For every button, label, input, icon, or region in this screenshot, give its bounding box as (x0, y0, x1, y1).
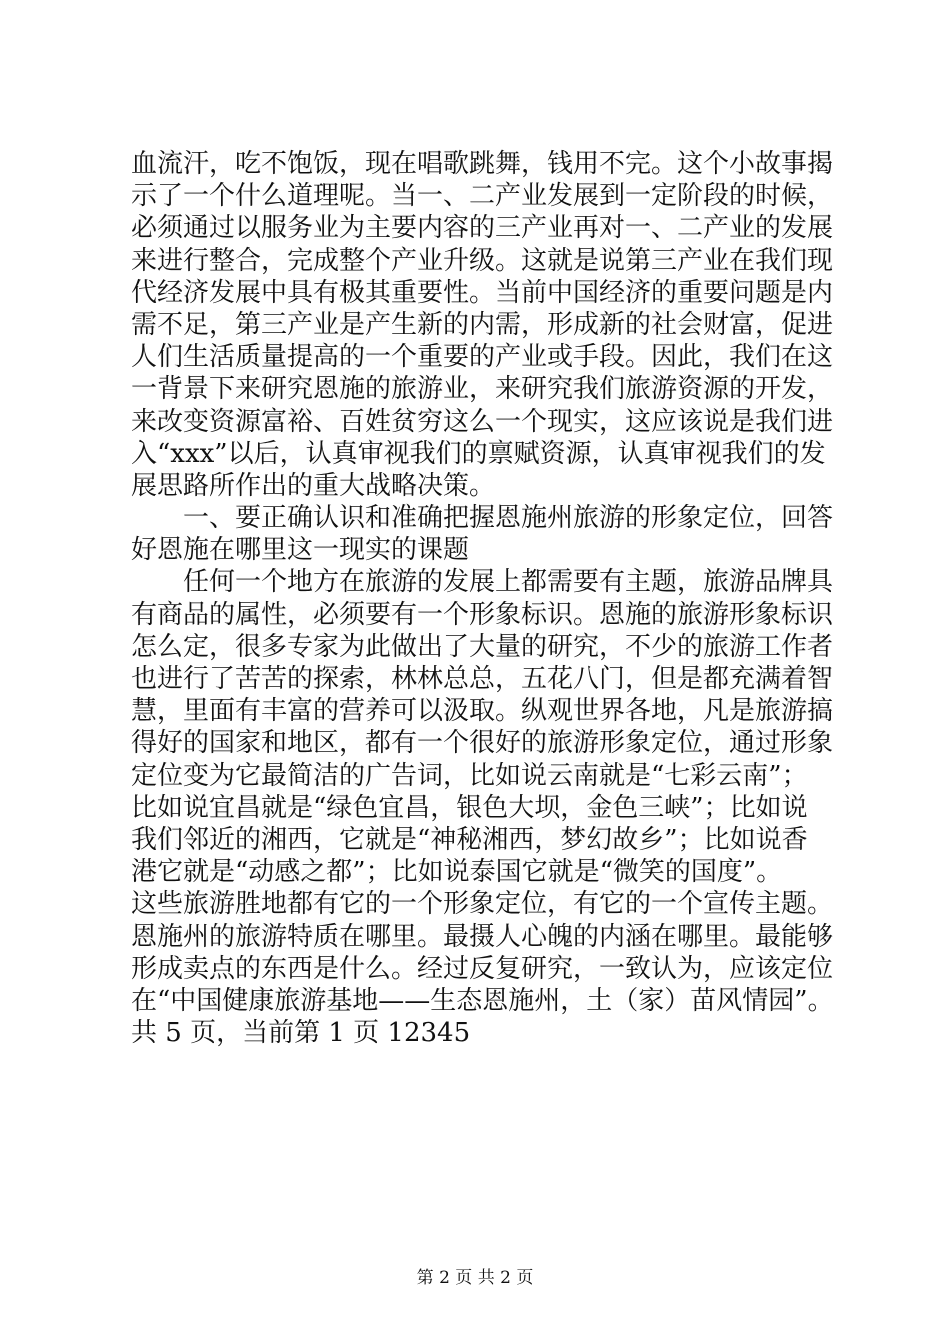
page-footer: 第 2 页 共 2 页 (416, 1268, 534, 1288)
text-line: 恩施州的旅游特质在哪里。最摄人心魄的内涵在哪里。最能够 (131, 921, 834, 952)
text-line: 有商品的属性，必须要有一个形象标识。恩施的旅游形象标识 (131, 599, 834, 630)
text-line: 必须通过以服务业为主要内容的三产业再对一、二产业的发展 (131, 213, 834, 244)
text-line: 展思路所作出的重大战略决策。 (131, 470, 496, 501)
text-line: 代经济发展中具有极其重要性。当前中国经济的重要问题是内 (131, 277, 834, 308)
text-line: 人们生活质量提高的一个重要的产业或手段。因此，我们在这 (131, 342, 834, 373)
text-line: 定位变为它最简洁的广告词，比如说云南就是“七彩云南”； (131, 760, 808, 791)
text-line: 形成卖点的东西是什么。经过反复研究，一致认为，应该定位 (131, 953, 834, 984)
section-heading-line: 一、要正确认识和准确把握恩施州旅游的形象定位，回答 (183, 503, 834, 534)
page-indicator-line: 共 5 页，当前第 1 页 12345 (131, 1018, 471, 1049)
text-line: 来进行整合，完成整个产业升级。这就是说第三产业在我们现 (131, 245, 834, 276)
text-line: 比如说宜昌就是“绿色宜昌，银色大坝，金色三峡”；比如说 (131, 792, 808, 823)
text-line: 我们邻近的湘西，它就是“神秘湘西，梦幻故乡”；比如说香 (131, 824, 808, 855)
text-line: 也进行了苦苦的探索，林林总总，五花八门，但是都充满着智 (131, 664, 834, 694)
text-line: 示了一个什么道理呢。当一、二产业发展到一定阶段的时候， (131, 181, 834, 212)
text-line: 入“xxx”以后，认真审视我们的禀赋资源，认真审视我们的发 (131, 438, 826, 469)
text-line: 需不足，第三产业是产生新的内需，形成新的社会财富，促进 (131, 309, 834, 340)
text-line: 得好的国家和地区，都有一个很好的旅游形象定位，通过形象 (131, 728, 834, 759)
text-line: 慧，里面有丰富的营养可以汲取。纵观世界各地，凡是旅游搞 (131, 696, 834, 727)
text-line: 任何一个地方在旅游的发展上都需要有主题，旅游品牌具 (183, 567, 834, 598)
text-line: 来改变资源富裕、百姓贫穷这么一个现实，这应该说是我们进 (131, 406, 834, 437)
text-line: 这些旅游胜地都有它的一个形象定位，有它的一个宣传主题。 (131, 889, 834, 920)
text-line: 怎么定，很多专家为此做出了大量的研究，不少的旅游工作者 (131, 631, 834, 662)
text-line: 血流汗，吃不饱饭，现在唱歌跳舞，钱用不完。这个小故事揭 (131, 149, 834, 179)
document-body (131, 148, 834, 1049)
text-line: 一背景下来研究恩施的旅游业，来研究我们旅游资源的开发， (131, 374, 834, 405)
text-line: 在“中国健康旅游基地——生态恩施州，土（家）苗风情园”。 (131, 985, 834, 1016)
text-line: 港它就是“动感之都”；比如说泰国它就是“微笑的国度”。 (131, 857, 783, 888)
section-heading-line: 好恩施在哪里这一现实的课题 (131, 535, 470, 566)
